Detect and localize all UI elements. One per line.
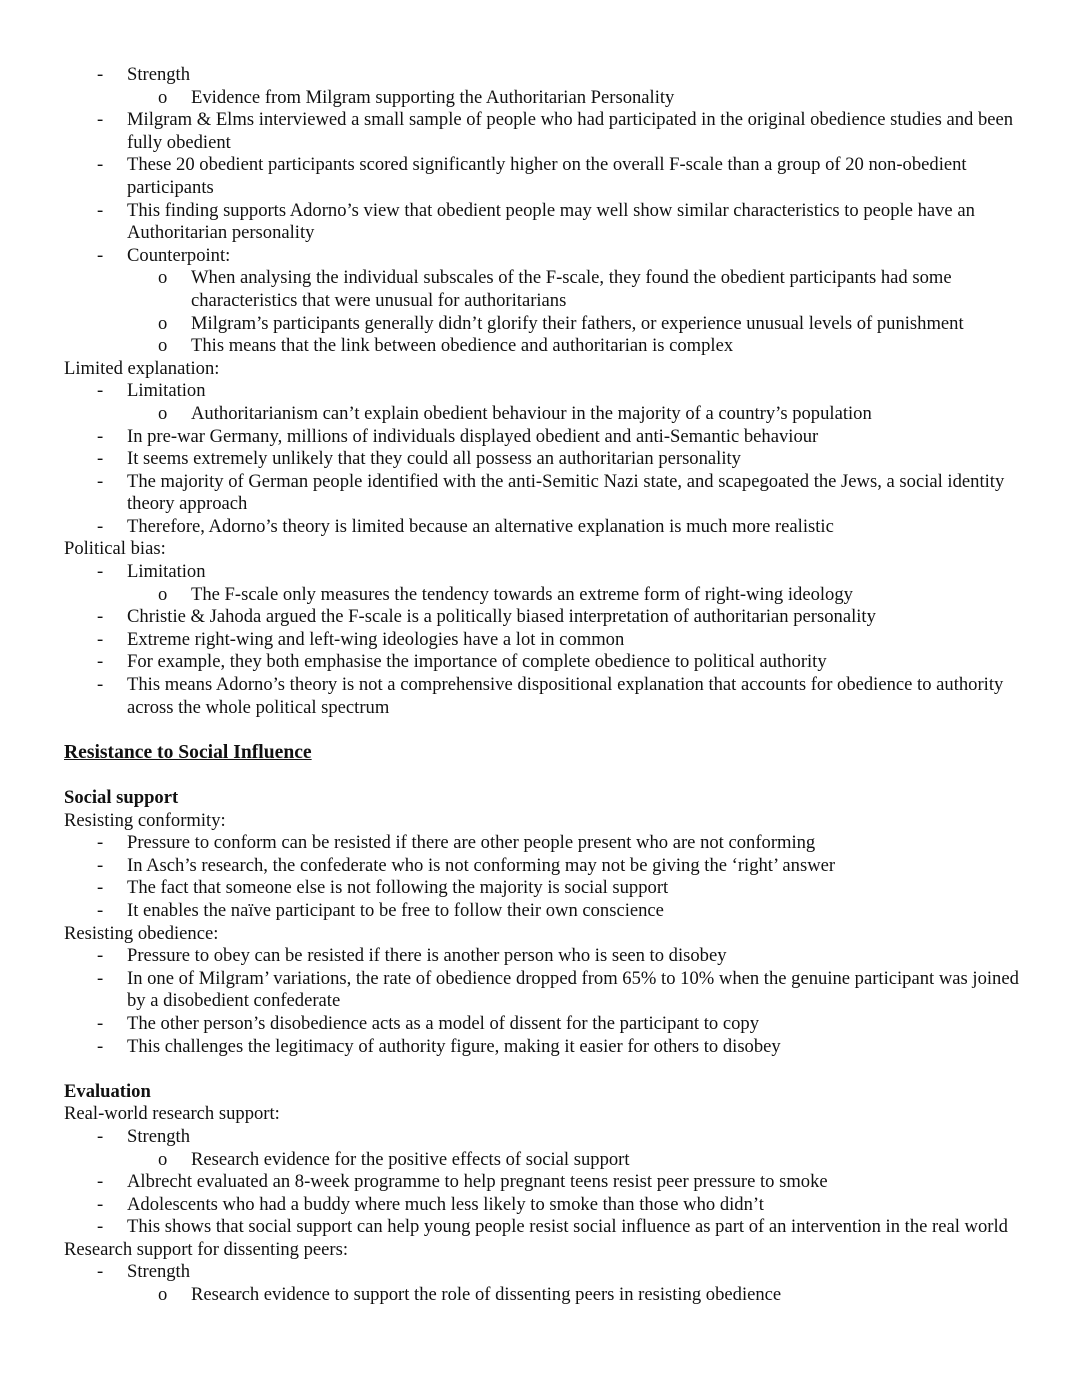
- dash-bullet-icon: -: [97, 899, 104, 921]
- item-text: The fact that someone else is not following the majority is social support: [127, 877, 669, 899]
- item-text: These 20 obedient participants scored significantly higher on the overall F-scale than a group of 20 non-obedient participants: [127, 154, 967, 198]
- bullet-item: [64, 832, 1024, 855]
- item-text: Strength: [127, 1125, 191, 1147]
- sub-bullet-item: [64, 1284, 1024, 1307]
- dash-bullet-icon: -: [97, 109, 104, 131]
- dash-bullet-icon: -: [97, 470, 104, 492]
- item-text: Real-world research support:: [64, 1103, 280, 1125]
- bullet-item: [64, 900, 1024, 923]
- subsection-heading: [64, 787, 1024, 810]
- item-text: This finding supports Adorno’s view that obedient people may well show similar characteristics to people have an Authoritarian personality: [127, 199, 975, 244]
- item-text: For example, they both emphasise the importance of complete obedience to political authority: [127, 651, 827, 673]
- item-text: Pressure to obey can be resisted if there is another person who is seen to disobey: [127, 945, 727, 967]
- bullet-item: [64, 448, 1024, 471]
- circle-bullet-icon: o: [158, 402, 168, 424]
- item-text: Limited explanation:: [64, 357, 220, 379]
- bullet-item: [64, 109, 1024, 154]
- dash-bullet-icon: -: [97, 1261, 104, 1283]
- item-text: Political bias:: [64, 538, 166, 560]
- spacer: [64, 764, 1024, 787]
- bullet-item: [64, 561, 1024, 584]
- item-text: Resisting conformity:: [64, 809, 226, 831]
- bullet-item: [64, 154, 1024, 199]
- item-text: This shows that social support can help young people resist social influence as part of an intervention in the real world: [127, 1216, 1008, 1238]
- sub-bullet-item: [64, 584, 1024, 607]
- dash-bullet-icon: -: [97, 64, 104, 85]
- dash-bullet-icon: -: [97, 945, 104, 967]
- bullet-item: [64, 674, 1024, 719]
- spacer: [64, 719, 1024, 742]
- spacer: [64, 1058, 1024, 1081]
- item-text: Research evidence to support the role of dissenting peers in resisting obedience: [191, 1284, 782, 1306]
- dash-bullet-icon: -: [97, 380, 104, 402]
- dash-bullet-icon: -: [97, 1125, 104, 1147]
- paragraph-label: [64, 810, 1024, 833]
- item-text: This challenges the legitimacy of authority figure, making it easier for others to disobey: [127, 1035, 781, 1057]
- item-text: Albrecht evaluated an 8-week programme to help pregnant teens resist peer pressure to smoke: [127, 1171, 828, 1193]
- item-text: Pressure to conform can be resisted if there are other people present who are not conforming: [127, 832, 816, 854]
- bullet-item: [64, 380, 1024, 403]
- paragraph-label: [64, 358, 1024, 381]
- dash-bullet-icon: -: [97, 515, 104, 537]
- subsection-heading-text: Evaluation: [64, 1080, 151, 1102]
- item-text: Resisting obedience:: [64, 922, 219, 944]
- item-text: Research evidence for the positive effects of social support: [191, 1148, 630, 1170]
- sub-bullet-item: [64, 335, 1024, 358]
- item-text: Research support for dissenting peers:: [64, 1238, 348, 1260]
- item-text: Extreme right-wing and left-wing ideologies have a lot in common: [127, 628, 625, 650]
- item-text: Strength: [127, 1261, 191, 1283]
- dash-bullet-icon: -: [97, 967, 104, 989]
- document-page: [64, 64, 1024, 1307]
- item-text: In Asch’s research, the confederate who is not conforming may not be giving the ‘right’ answer: [127, 854, 836, 876]
- circle-bullet-icon: o: [158, 267, 168, 289]
- bullet-item: [64, 606, 1024, 629]
- item-text: Strength: [127, 64, 191, 85]
- bullet-item: [64, 629, 1024, 652]
- dash-bullet-icon: -: [97, 877, 104, 899]
- bullet-item: [64, 64, 1024, 87]
- bullet-item: [64, 245, 1024, 268]
- dash-bullet-icon: -: [97, 1193, 104, 1215]
- bullet-item: [64, 1036, 1024, 1059]
- item-text: Adolescents who had a buddy where much less likely to smoke than those who didn’t: [127, 1193, 764, 1215]
- bullet-item: [64, 471, 1024, 516]
- dash-bullet-icon: -: [97, 154, 104, 176]
- item-text: When analysing the individual subscales of the F-scale, they found the obedient participants had some characteristics that were unusual for authoritarians: [191, 267, 952, 311]
- bullet-item: [64, 1171, 1024, 1194]
- paragraph-label: [64, 1239, 1024, 1262]
- circle-bullet-icon: o: [158, 1284, 168, 1306]
- item-text: Milgram’s participants generally didn’t glorify their fathers, or experience unusual levels of punishment: [191, 312, 964, 334]
- item-text: Therefore, Adorno’s theory is limited because an alternative explanation is much more realistic: [127, 515, 834, 537]
- sub-bullet-item: [64, 1149, 1024, 1172]
- paragraph-label: [64, 538, 1024, 561]
- bullet-item: [64, 1126, 1024, 1149]
- bullet-item: [64, 516, 1024, 539]
- item-text: This means Adorno’s theory is not a comprehensive dispositional explanation that accounts for obedience to authority across the whole political spectrum: [127, 674, 1004, 718]
- bullet-item: [64, 968, 1024, 1013]
- paragraph-label: [64, 923, 1024, 946]
- sub-bullet-item: [64, 267, 1024, 312]
- item-text: Counterpoint:: [127, 244, 231, 266]
- sub-bullet-item: [64, 403, 1024, 426]
- bullet-item: [64, 1013, 1024, 1036]
- item-text: Limitation: [127, 561, 206, 583]
- dash-bullet-icon: -: [97, 606, 104, 628]
- item-text: Milgram & Elms interviewed a small sample of people who had participated in the original obedience studies and been fully obedient: [127, 109, 1014, 153]
- dash-bullet-icon: -: [97, 199, 104, 221]
- bullet-item: [64, 877, 1024, 900]
- subsection-heading-text: Social support: [64, 787, 179, 808]
- dash-bullet-icon: -: [97, 561, 104, 583]
- dash-bullet-icon: -: [97, 448, 104, 470]
- dash-bullet-icon: -: [97, 674, 104, 696]
- circle-bullet-icon: o: [158, 86, 168, 108]
- bullet-item: [64, 1194, 1024, 1217]
- circle-bullet-icon: o: [158, 1148, 168, 1170]
- item-text: Christie & Jahoda argued the F-scale is a politically biased interpretation of authoritarian personality: [127, 606, 876, 628]
- bullet-item: [64, 1261, 1024, 1284]
- subsection-heading: [64, 1081, 1024, 1104]
- item-text: The majority of German people identified with the anti-Semitic Nazi state, and scapegoated the Jews, a social identity theory approach: [127, 470, 1005, 515]
- circle-bullet-icon: o: [158, 312, 168, 334]
- dash-bullet-icon: -: [97, 1012, 104, 1034]
- bullet-item: [64, 651, 1024, 674]
- bullet-item: [64, 200, 1024, 245]
- bullet-item: [64, 426, 1024, 449]
- item-text: It seems extremely unlikely that they could all possess an authoritarian personality: [127, 448, 741, 470]
- sub-bullet-item: [64, 87, 1024, 110]
- dash-bullet-icon: -: [97, 1171, 104, 1193]
- item-text: This means that the link between obedience and authoritarian is complex: [191, 335, 734, 357]
- bullet-item: [64, 945, 1024, 968]
- dash-bullet-icon: -: [97, 1216, 104, 1238]
- bullet-item: [64, 1216, 1024, 1239]
- item-text: The other person’s disobedience acts as a model of dissent for the participant to copy: [127, 1012, 759, 1034]
- dash-bullet-icon: -: [97, 628, 104, 650]
- dash-bullet-icon: -: [97, 244, 104, 266]
- dash-bullet-icon: -: [97, 1035, 104, 1057]
- section-heading: [64, 742, 1024, 765]
- paragraph-label: [64, 1103, 1024, 1126]
- item-text: In one of Milgram’ variations, the rate of obedience dropped from 65% to 10% when the genuine participant was joined by a disobedient confederate: [127, 967, 1019, 1012]
- dash-bullet-icon: -: [97, 651, 104, 673]
- item-text: The F-scale only measures the tendency towards an extreme form of right-wing ideology: [191, 583, 853, 605]
- dash-bullet-icon: -: [97, 832, 104, 854]
- item-text: Evidence from Milgram supporting the Authoritarian Personality: [191, 86, 675, 108]
- bullet-item: [64, 855, 1024, 878]
- circle-bullet-icon: o: [158, 335, 168, 357]
- item-text: Authoritarianism can’t explain obedient behaviour in the majority of a country’s population: [191, 402, 872, 424]
- item-text: In pre-war Germany, millions of individuals displayed obedient and anti-Semantic behaviour: [127, 425, 819, 447]
- sub-bullet-item: [64, 313, 1024, 336]
- section-heading-text: Resistance to Social Influence: [64, 741, 312, 763]
- dash-bullet-icon: -: [97, 425, 104, 447]
- dash-bullet-icon: -: [97, 854, 104, 876]
- circle-bullet-icon: o: [158, 583, 168, 605]
- item-text: It enables the naïve participant to be free to follow their own conscience: [127, 899, 664, 921]
- item-text: Limitation: [127, 380, 206, 402]
